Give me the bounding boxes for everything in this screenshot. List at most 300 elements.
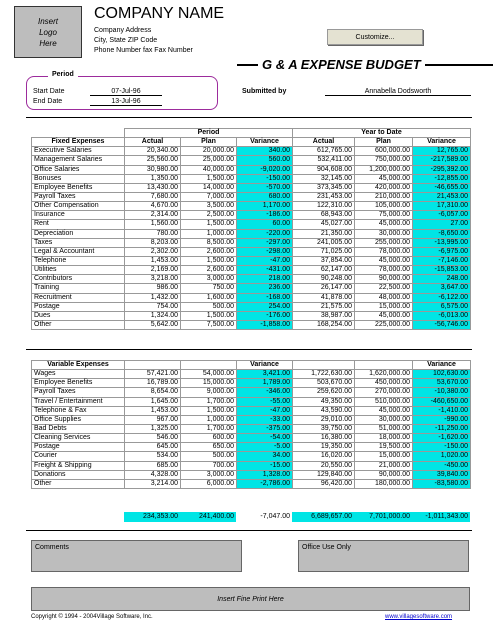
table-row [32,202,471,211]
value-cell: 21,350.00 [293,229,355,238]
value-cell: -176.00 [237,311,293,320]
period-group-header: Period [125,129,293,138]
copyright-text: Copyright © 1994 - 2004Village Software, Inc. [31,614,153,620]
value-cell: -570.00 [237,183,293,192]
value-cell: -83,580.00 [413,479,471,488]
value-cell: 3,500.00 [181,202,237,211]
expense-label: Other [32,320,125,329]
value-cell: -47.00 [237,256,293,265]
expense-label: Wages [32,370,125,379]
value-cell: 40,000.00 [181,165,237,174]
value-cell: 45,000.00 [355,220,413,229]
value-cell: 510,000.00 [355,397,413,406]
expense-label: Legal & Accountant [32,247,125,256]
expense-label: Bonuses [32,174,125,183]
value-cell: 2,314.00 [125,211,181,220]
value-cell: 122,310.00 [293,202,355,211]
blank-cell [32,129,125,138]
value-cell: 1,789.00 [237,379,293,388]
value-cell: 60.00 [237,220,293,229]
ytd-plan-header [355,361,413,370]
company-phone: Phone Number fax Fax Number [94,47,193,54]
value-cell: 54,000.00 [181,370,237,379]
value-cell: 41,878.00 [293,293,355,302]
value-cell: -1,620.00 [413,434,471,443]
table-row [32,256,471,265]
table-row [32,320,471,329]
value-cell: 21,453.00 [413,192,471,201]
value-cell: 1,500.00 [181,220,237,229]
value-cell: 1,432.00 [125,293,181,302]
value-cell: 3,218.00 [125,275,181,284]
table-row [32,302,471,311]
value-cell: 546.00 [125,434,181,443]
value-cell: 7,000.00 [181,192,237,201]
group-header-row [32,129,471,138]
value-cell: 600.00 [181,434,237,443]
value-cell: 2,600.00 [181,247,237,256]
total-ytd-actual: 6,689,657.00 [292,512,354,522]
expense-label: Office Supplies [32,415,125,424]
value-cell: 340.00 [237,147,293,156]
value-cell: 750.00 [181,284,237,293]
total-ytd-variance: -1,011,343.00 [412,512,470,522]
value-cell: 20,340.00 [125,147,181,156]
value-cell: 19,350.00 [293,443,355,452]
value-cell: 22,500.00 [355,284,413,293]
value-cell: 3,421.00 [237,370,293,379]
value-cell: 600,000.00 [355,147,413,156]
variable-expenses-table [31,360,471,489]
value-cell: 754.00 [125,302,181,311]
value-cell: 1,722,630.00 [293,370,355,379]
expense-label: Other Compensation [32,202,125,211]
value-cell: -13,995.00 [413,238,471,247]
value-cell: 37,854.00 [293,256,355,265]
value-cell: -298.00 [237,247,293,256]
value-cell: -47.00 [237,406,293,415]
value-cell: 6,000.00 [181,479,237,488]
table-row [32,156,471,165]
value-cell: 18,000.00 [355,434,413,443]
table-row [32,293,471,302]
value-cell: 3,000.00 [181,275,237,284]
value-cell: 17,310.00 [413,202,471,211]
value-cell: 1,170.00 [237,202,293,211]
expense-label: Donations [32,470,125,479]
value-cell: -7,146.00 [413,256,471,265]
section-header-label: Fixed Expenses [32,138,125,147]
value-cell: -186.00 [237,211,293,220]
table-row [32,174,471,183]
value-cell: -15.00 [237,461,293,470]
table-row [32,247,471,256]
value-cell: 16,789.00 [125,379,181,388]
value-cell: -46,655.00 [413,183,471,192]
value-cell: 1,700.00 [181,424,237,433]
column-header-row [32,138,471,147]
value-cell: -460,650.00 [413,397,471,406]
value-cell: 6,575.00 [413,302,471,311]
value-cell: -375.00 [237,424,293,433]
expense-label: Office Salaries [32,165,125,174]
value-cell: -2,786.00 [237,479,293,488]
value-cell: -55.00 [237,397,293,406]
table-row [32,452,471,461]
expense-label: Freight & Shipping [32,461,125,470]
value-cell: 51,000.00 [355,424,413,433]
value-cell: 15,000.00 [355,452,413,461]
value-cell: 612,765.00 [293,147,355,156]
table-row [32,147,471,156]
value-cell: 1,000.00 [181,415,237,424]
plan-header [181,361,237,370]
value-cell: 259,620.00 [293,388,355,397]
table-row [32,238,471,247]
value-cell: 57,421.00 [125,370,181,379]
total-ytd-plan: 7,701,000.00 [354,512,412,522]
total-period-actual: 234,353.00 [124,512,180,522]
value-cell: 68,943.00 [293,211,355,220]
company-city: City, State ZIP Code [94,37,158,44]
plan-header: Plan [181,138,237,147]
submitted-by-label: Submitted by [242,88,287,95]
value-cell: 4,670.00 [125,202,181,211]
company-address: Company Address [94,27,152,34]
value-cell: 39,750.00 [293,424,355,433]
value-cell: 1,500.00 [181,174,237,183]
table-row [32,311,471,320]
section-header-label: Variable Expenses [32,361,125,370]
table-row [32,379,471,388]
expense-label: Employee Benefits [32,379,125,388]
value-cell: 270,000.00 [355,388,413,397]
table-row [32,470,471,479]
value-cell: 685.00 [125,461,181,470]
table-row [32,220,471,229]
value-cell: -10,380.00 [413,388,471,397]
expense-label: Insurance [32,211,125,220]
value-cell: 254.00 [237,302,293,311]
expense-label: Utilities [32,266,125,275]
ytd-variance-header: Variance [413,361,471,370]
value-cell: 27.00 [413,220,471,229]
value-cell: -217,589.00 [413,156,471,165]
value-cell: 1,560.00 [125,220,181,229]
value-cell: -297.00 [237,238,293,247]
value-cell: -8,650.00 [413,229,471,238]
value-cell: 48,000.00 [355,293,413,302]
value-cell: 25,560.00 [125,156,181,165]
start-date-label: Start Date [33,88,65,95]
value-cell: 8,203.00 [125,238,181,247]
value-cell: 5,642.00 [125,320,181,329]
value-cell: 1,324.00 [125,311,181,320]
value-cell: 373,345.00 [293,183,355,192]
expense-label: Postage [32,302,125,311]
table-row [32,229,471,238]
value-cell: 1,020.00 [413,452,471,461]
expense-label: Taxes [32,238,125,247]
table-row [32,165,471,174]
value-cell: 71,025.00 [293,247,355,256]
value-cell: -450.00 [413,461,471,470]
table-row [32,211,471,220]
table-row [32,434,471,443]
value-cell: 904,608.00 [293,165,355,174]
value-cell: 39,840.00 [413,470,471,479]
variance-header: Variance [237,361,293,370]
table-row [32,406,471,415]
value-cell: -990.00 [413,415,471,424]
expense-label: Depreciation [32,229,125,238]
value-cell: 7,500.00 [181,320,237,329]
value-cell: 15,000.00 [181,379,237,388]
expense-label: Courier [32,452,125,461]
value-cell: -33.00 [237,415,293,424]
expense-label: Executive Salaries [32,147,125,156]
value-cell: 450,000.00 [355,379,413,388]
value-cell: 45,027.00 [293,220,355,229]
ytd-group-header: Year to Date [293,129,471,138]
value-cell: 129,840.00 [293,470,355,479]
table-row [32,424,471,433]
value-cell: 16,380.00 [293,434,355,443]
value-cell: 2,169.00 [125,266,181,275]
value-cell: 1,325.00 [125,424,181,433]
office-use-box[interactable] [298,540,469,572]
value-cell: 9,000.00 [181,388,237,397]
value-cell: -54.00 [237,434,293,443]
table-row [32,284,471,293]
expense-label: Postage [32,443,125,452]
table-row [32,275,471,284]
value-cell: 96,420.00 [293,479,355,488]
value-cell: 2,600.00 [181,266,237,275]
value-cell: 78,000.00 [355,247,413,256]
table-row [32,461,471,470]
value-cell: 25,000.00 [181,156,237,165]
company-name: COMPANY NAME [94,5,225,22]
fine-print-text: Insert Fine Print Here [217,595,284,603]
value-cell: 13,430.00 [125,183,181,192]
value-cell: 236.00 [237,284,293,293]
end-date-label: End Date [33,98,63,105]
value-cell: 38,987.00 [293,311,355,320]
value-cell: -1,410.00 [413,406,471,415]
value-cell: 62,147.00 [293,266,355,275]
value-cell: 500.00 [181,302,237,311]
value-cell: 75,000.00 [355,211,413,220]
value-cell: 231,453.00 [293,192,355,201]
expense-label: Recruitment [32,293,125,302]
value-cell: -346.00 [237,388,293,397]
value-cell: 12,765.00 [413,147,471,156]
expense-label: Payroll Taxes [32,192,125,201]
value-cell: 1,645.00 [125,397,181,406]
page-title: G & A EXPENSE BUDGET [258,57,425,72]
value-cell: 20,000.00 [181,147,237,156]
value-cell: 2,302.00 [125,247,181,256]
value-cell: 534.00 [125,452,181,461]
ytd-variance-header: Variance [413,138,471,147]
value-cell: -6,975.00 [413,247,471,256]
fixed-expenses-table [31,128,471,330]
value-cell: 1,453.00 [125,406,181,415]
value-cell: 560.00 [237,156,293,165]
value-cell: 30,980.00 [125,165,181,174]
value-cell: 43,590.00 [293,406,355,415]
submitted-by-field[interactable]: Annabella Dodsworth [325,88,471,96]
expense-label: Other [32,479,125,488]
value-cell: 49,350.00 [293,397,355,406]
value-cell: -6,013.00 [413,311,471,320]
value-cell: 1,700.00 [181,397,237,406]
value-cell: -11,250.00 [413,424,471,433]
value-cell: 26,147.00 [293,284,355,293]
value-cell: 1,200,000.00 [355,165,413,174]
value-cell: 7,680.00 [125,192,181,201]
expense-label: Bad Debts [32,424,125,433]
value-cell: 45,000.00 [355,174,413,183]
value-cell: 20,550.00 [293,461,355,470]
value-cell: 1,500.00 [181,311,237,320]
value-cell: -150.00 [237,174,293,183]
column-header-row [32,361,471,370]
value-cell: 986.00 [125,284,181,293]
value-cell: 750,000.00 [355,156,413,165]
table-row [32,192,471,201]
value-cell: -15,853.00 [413,266,471,275]
table-row [32,370,471,379]
table-row [32,397,471,406]
fine-print-box[interactable] [31,587,470,611]
section-divider [26,530,472,531]
expense-label: Management Salaries [32,156,125,165]
value-cell: 90,000.00 [355,470,413,479]
value-cell: 650.00 [181,443,237,452]
value-cell: -1,858.00 [237,320,293,329]
value-cell: 3,647.00 [413,284,471,293]
end-date-field[interactable]: 13-Jul-96 [90,98,162,106]
value-cell: 2,500.00 [181,211,237,220]
value-cell: 21,575.00 [293,302,355,311]
value-cell: -150.00 [413,443,471,452]
expense-label: Dues [32,311,125,320]
expense-label: Cleaning Services [32,434,125,443]
value-cell: 1,500.00 [181,256,237,265]
expense-label: Employee Benefits [32,183,125,192]
table-row [32,479,471,488]
total-period-variance: -7,047.00 [260,513,290,520]
expense-label: Telephone [32,256,125,265]
value-cell: -12,855.00 [413,174,471,183]
value-cell: -431.00 [237,266,293,275]
section-divider [26,349,472,350]
value-cell: 8,654.00 [125,388,181,397]
value-cell: 30,000.00 [355,415,413,424]
comments-box[interactable] [31,540,242,572]
value-cell: 503,670.00 [293,379,355,388]
logo-text-line: Here [39,38,57,48]
value-cell: 78,000.00 [355,266,413,275]
office-use-label: Office Use Only [302,544,351,551]
value-cell: -6,057.00 [413,211,471,220]
value-cell: 168,254.00 [293,320,355,329]
value-cell: 14,000.00 [181,183,237,192]
value-cell: 16,020.00 [293,452,355,461]
period-label: Period [48,71,78,78]
start-date-field[interactable]: 07-Jul-96 [90,88,162,96]
logo-text-line: Logo [39,27,57,37]
logo-text-line: Insert [37,16,58,26]
value-cell: 1,000.00 [181,229,237,238]
value-cell: -5.00 [237,443,293,452]
value-cell: 218.00 [237,275,293,284]
expense-label: Payroll Taxes [32,388,125,397]
value-cell: 32,145.00 [293,174,355,183]
value-cell: 30,000.00 [355,229,413,238]
value-cell: 105,000.00 [355,202,413,211]
section-divider [26,117,472,118]
value-cell: 1,328.00 [237,470,293,479]
value-cell: 90,248.00 [293,275,355,284]
value-cell: 19,500.00 [355,443,413,452]
table-row [32,266,471,275]
table-row [32,388,471,397]
value-cell: 241,005.00 [293,238,355,247]
value-cell: 102,630.00 [413,370,471,379]
value-cell: 34.00 [237,452,293,461]
expense-label: Rent [32,220,125,229]
value-cell: 967.00 [125,415,181,424]
value-cell: -9,020.00 [237,165,293,174]
value-cell: 645.00 [125,443,181,452]
value-cell: 1,600.00 [181,293,237,302]
value-cell: 210,000.00 [355,192,413,201]
value-cell: 45,000.00 [355,256,413,265]
ytd-actual-header: Actual [293,138,355,147]
value-cell: 1,350.00 [125,174,181,183]
value-cell: 225,000.00 [355,320,413,329]
table-row [32,415,471,424]
value-cell: 680.00 [237,192,293,201]
comments-label: Comments [35,544,69,551]
value-cell: 3,214.00 [125,479,181,488]
value-cell: 3,000.00 [181,470,237,479]
value-cell: 1,620,000.00 [355,370,413,379]
expense-label: Telephone & Fax [32,406,125,415]
value-cell: 1,453.00 [125,256,181,265]
value-cell: -168.00 [237,293,293,302]
value-cell: 15,000.00 [355,302,413,311]
expense-label: Training [32,284,125,293]
customize-button[interactable]: Customize... [327,29,423,45]
actual-header [125,361,181,370]
ytd-plan-header: Plan [355,138,413,147]
value-cell: 90,000.00 [355,275,413,284]
value-cell: 45,000.00 [355,311,413,320]
total-period-plan: 241,400.00 [180,512,236,522]
value-cell: 45,000.00 [355,406,413,415]
variance-header: Variance [237,138,293,147]
value-cell: 255,000.00 [355,238,413,247]
value-cell: -56,746.00 [413,320,471,329]
value-cell: 1,500.00 [181,406,237,415]
website-link[interactable]: www.villagesoftware.com [385,614,453,620]
logo-placeholder [14,6,82,58]
value-cell: 21,000.00 [355,461,413,470]
